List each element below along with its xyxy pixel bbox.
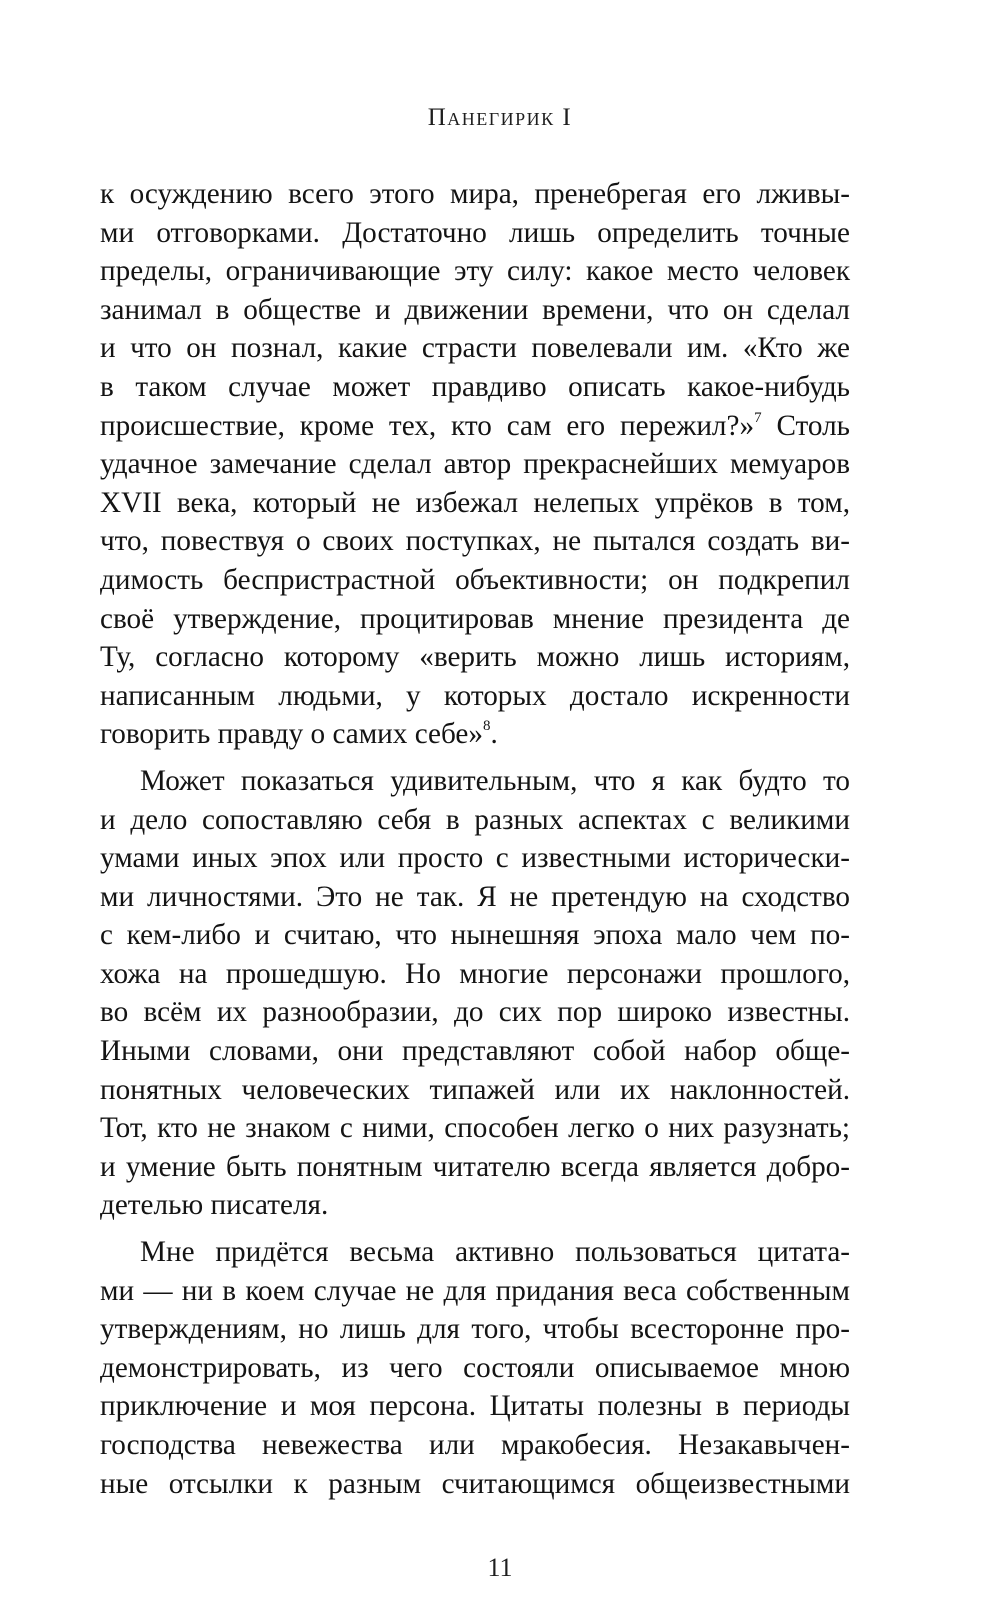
text-line: демонстрировать, из чего состояли описываемое мною bbox=[100, 1351, 850, 1384]
text-segment: говорить правду о самих себе» bbox=[100, 718, 483, 751]
text-line: и дело сопоставляю себя в разных аспектах с великими bbox=[100, 803, 850, 836]
text-line-with-footnote bbox=[100, 407, 850, 446]
paragraph-3 bbox=[100, 1233, 850, 1503]
text-segment: происшествие, кроме тех, кто сам его пережил?» bbox=[100, 409, 755, 442]
text-line: пределы, ограничивающие эту силу: какое место человек bbox=[100, 255, 850, 288]
text-line: занимал в обществе и движении времени, что он сделал bbox=[100, 293, 850, 326]
text-line: ми личностями. Это не так. Я не претендую на сходство bbox=[100, 880, 850, 913]
footnote-ref-8[interactable]: 8 bbox=[482, 718, 491, 735]
text-line: понятных человеческих типажей или их наклонностей. bbox=[100, 1073, 850, 1106]
body-text bbox=[100, 175, 850, 1503]
text-line: ми — ни в коем случае не для придания веса собственным bbox=[100, 1274, 850, 1307]
text-line: господства невежества или мракобесия. Незакавычен- bbox=[100, 1429, 850, 1461]
text-line: с кем-либо и считаю, что нынешняя эпоха мало чем по- bbox=[100, 919, 850, 952]
text-line: и умение быть понятным читателю всегда является добро- bbox=[100, 1150, 850, 1183]
text-line: что, повествуя о своих поступках, не пытался создать ви- bbox=[100, 525, 850, 558]
text-line: ные отсылки к разным считающимся общеизвестными bbox=[100, 1467, 850, 1500]
text-line: своё утверждение, процитировав мнение президента де bbox=[100, 602, 850, 635]
text-line: удачное замечание сделал автор прекраснейших мемуаров bbox=[100, 448, 850, 481]
page-number: 11 bbox=[487, 1553, 513, 1582]
text-line: XVII века, который не избежал нелепых упрёков в том, bbox=[100, 486, 850, 519]
running-title: Панегирик I bbox=[427, 104, 573, 131]
footnote-ref-7[interactable]: 7 bbox=[754, 409, 762, 426]
text-line: написанным людьми, у которых достало искренности bbox=[100, 679, 850, 712]
text-line: в таком случае может правдиво описать какое-нибудь bbox=[100, 370, 850, 403]
paragraph-1 bbox=[100, 175, 850, 754]
text-line: и что он познал, какие страсти повелевали им. «Кто же bbox=[100, 332, 850, 365]
text-line: Может показаться удивительным, что я как будто то bbox=[140, 764, 850, 797]
text-line: Тот, кто не знаком с ними, способен легко о них разузнать; bbox=[100, 1112, 850, 1145]
paragraph-2 bbox=[100, 762, 850, 1225]
text-line: во всём их разнообразии, до сих пор широко известны. bbox=[100, 996, 850, 1029]
text-line: утверждениям, но лишь для того, чтобы всесторонне про- bbox=[100, 1313, 850, 1346]
text-line: Иными словами, они представляют собой набор обще- bbox=[100, 1035, 850, 1068]
text-line: ми отговорками. Достаточно лишь определить точные bbox=[100, 216, 850, 249]
text-line: димость беспристрастной объективности; он подкрепил bbox=[100, 563, 850, 596]
text-line-with-footnote bbox=[100, 715, 850, 754]
text-line: приключение и моя персона. Цитаты полезны в периоды bbox=[100, 1390, 850, 1423]
text-segment: Столь bbox=[761, 409, 850, 442]
text-line: Ту, согласно которому «верить можно лишь историям, bbox=[100, 641, 850, 674]
text-line: к осуждению всего этого мира, пренебрегая его лживы- bbox=[100, 178, 850, 210]
text-line: умами иных эпох или просто с известными исторически- bbox=[100, 842, 850, 875]
text-line: детелью писателя. bbox=[100, 1189, 329, 1222]
text-segment: . bbox=[490, 718, 498, 751]
text-line: Мне придётся весьма активно пользоваться цитата- bbox=[140, 1236, 850, 1269]
text-line: хожа на прошедшую. Но многие персонажи прошлого, bbox=[100, 957, 850, 990]
